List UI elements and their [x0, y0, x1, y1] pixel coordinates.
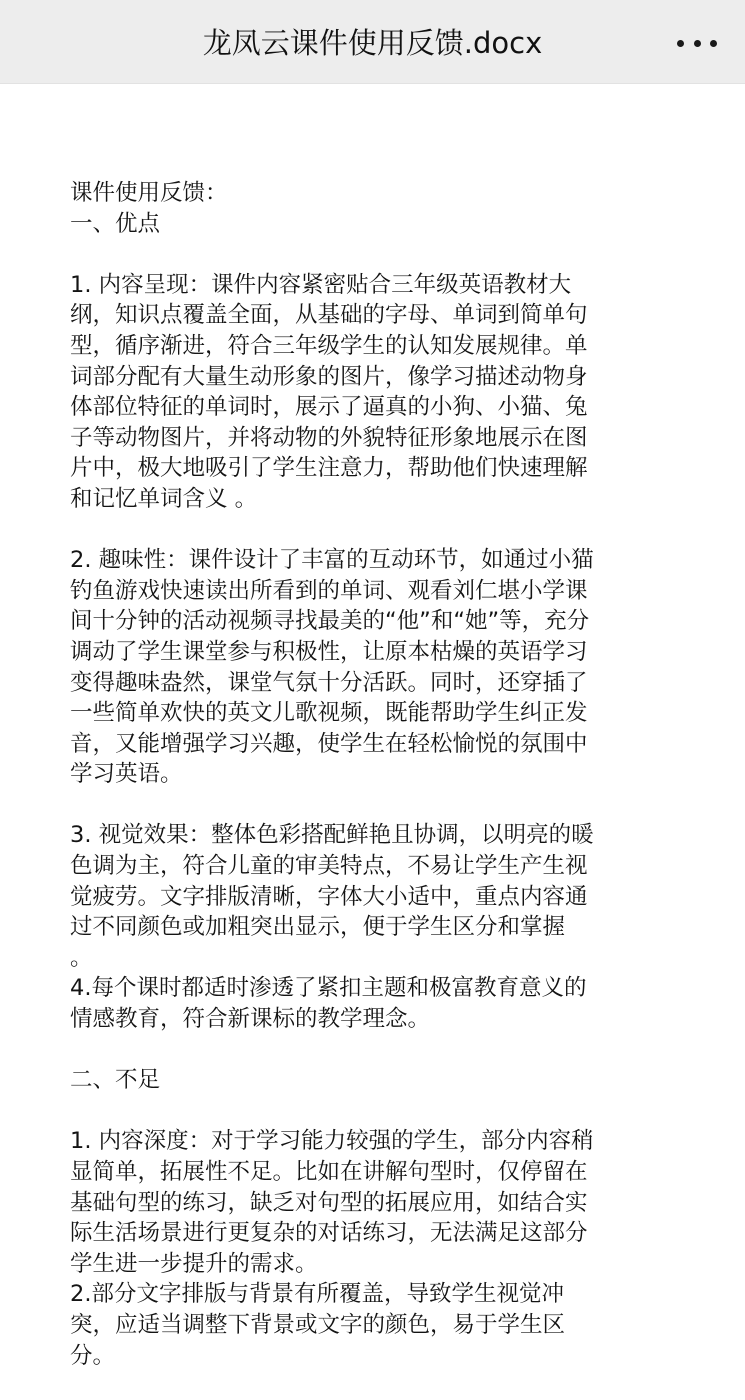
document-body — [70, 178, 630, 1371]
document-line: 3. 视觉效果：整体色彩搭配鲜艳且协调，以明亮的暖 — [70, 822, 594, 849]
blank-line — [70, 515, 630, 546]
document-line: 2.部分文字排版与背景有所覆盖，导致学生视觉冲 — [70, 1281, 564, 1308]
document-line: 情感教育，符合新课标的教学理念。 — [70, 1006, 431, 1033]
document-line: 。 — [70, 944, 93, 971]
document-line: 2. 趣味性：课件设计了丰富的互动环节，如通过小猫 — [70, 547, 594, 574]
document-line: 际生活场景进行更复杂的对话练习，无法满足这部分 — [70, 1220, 588, 1247]
blank-line — [70, 239, 630, 270]
document-line: 一、优点 — [70, 210, 161, 237]
document-line: 过不同颜色或加粗突出显示，便于学生区分和掌握 — [70, 914, 566, 941]
document-line: 子等动物图片，并将动物的外貌特征形象地展示在图 — [70, 424, 588, 451]
top-bar — [0, 0, 745, 84]
document-line: 型，循序渐进，符合三年级学生的认知发展规律。单 — [70, 332, 588, 359]
blank-line — [70, 790, 630, 821]
document-line: 片中，极大地吸引了学生注意力，帮助他们快速理解 — [70, 455, 588, 482]
document-line: 1. 内容呈现：课件内容紧密贴合三年级英语教材大 — [70, 271, 572, 298]
document-line: 觉疲劳。文字排版清晰，字体大小适中，重点内容通 — [70, 883, 588, 910]
document-line: 突，应适当调整下背景或文字的颜色，易于学生区 — [70, 1311, 566, 1338]
document-line: 变得趣味盎然，课堂气氛十分活跃。同时，还穿插了 — [70, 669, 588, 696]
more-options-button[interactable] — [677, 26, 717, 60]
document-line: 词部分配有大量生动形象的图片，像学习描述动物身 — [70, 363, 588, 390]
document-title: 龙凤云课件使用反馈.docx — [202, 26, 543, 60]
document-line: 一些简单欢快的英文儿歌视频，既能帮助学生纠正发 — [70, 700, 588, 727]
document-line: 学生进一步提升的需求。 — [70, 1250, 318, 1277]
more-icon-dot — [677, 40, 684, 47]
document-line: 调动了学生课堂参与积极性，让原本枯燥的英语学习 — [70, 638, 588, 665]
document-line: 体部位特征的单词时，展示了逼真的小狗、小猫、兔 — [70, 394, 588, 421]
blank-line — [70, 1035, 630, 1066]
document-line: 音，又能增强学习兴趣，使学生在轻松愉悦的氛围中 — [70, 730, 588, 757]
document-line: 分。 — [70, 1342, 116, 1369]
more-icon-dot — [694, 40, 701, 47]
document-line: 1. 内容深度：对于学习能力较强的学生，部分内容稍 — [70, 1128, 594, 1155]
document-line: 基础句型的练习，缺乏对句型的拓展应用，如结合实 — [70, 1189, 588, 1216]
document-line: 钓鱼游戏快速读出所看到的单词、观看刘仁堪小学课 — [70, 577, 588, 604]
document-line: 间十分钟的活动视频寻找最美的“他”和“她”等，充分 — [70, 608, 590, 635]
document-line: 课件使用反馈： — [70, 180, 228, 206]
document-line: 色调为主，符合儿童的审美特点，不易让学生产生视 — [70, 853, 588, 880]
blank-line — [70, 1096, 630, 1127]
document-line: 4.每个课时都适时渗透了紧扣主题和极富教育意义的 — [70, 975, 587, 1002]
document-line: 二、不足 — [70, 1067, 161, 1094]
document-line: 和记忆单词含义 。 — [70, 485, 258, 512]
more-icon-dot — [710, 40, 717, 47]
document-line: 显简单，拓展性不足。比如在讲解句型时，仅停留在 — [70, 1159, 588, 1185]
document-line: 学习英语。 — [70, 761, 183, 788]
document-line: 纲，知识点覆盖全面，从基础的字母、单词到简单句 — [70, 302, 588, 329]
